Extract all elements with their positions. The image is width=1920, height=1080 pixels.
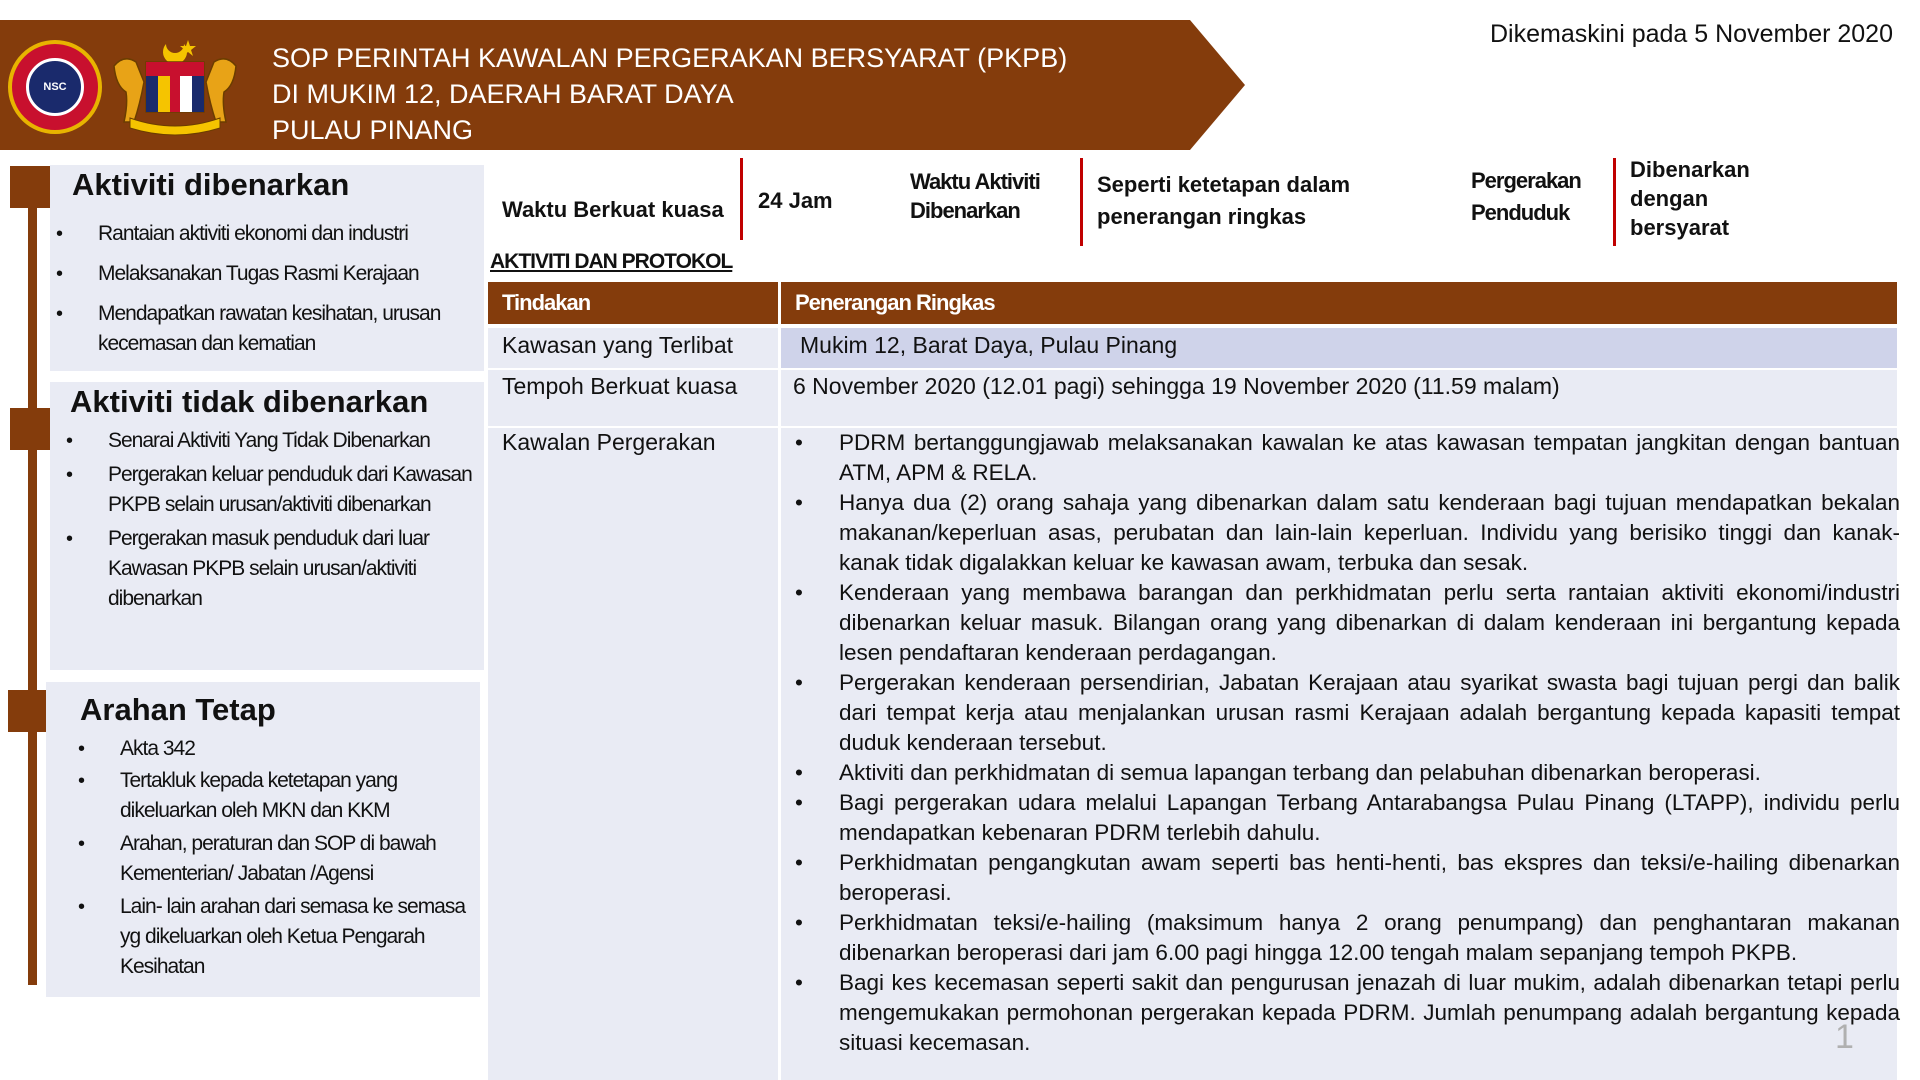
- column-header-description: Penerangan Ringkas: [781, 282, 1897, 324]
- activity-time-value: Seperti ketetapan dalam penerangan ringkas: [1097, 172, 1351, 229]
- column-header-action: Tindakan: [488, 282, 778, 324]
- timeline-bar: [28, 170, 37, 985]
- list-item: • Tertakluk kepada ketetapan yang dikeluarkan oleh MKN dan KKM: [120, 766, 470, 826]
- list-item: • Arahan, peraturan dan SOP di bawah Kementerian/ Jabatan /Agensi: [120, 829, 470, 889]
- title-line-1: SOP PERINTAH KAWALAN PERGERAKAN BERSYARAT (PKPB): [272, 43, 1068, 73]
- list-item: • Kenderaan yang membawa barangan dan perkhidmatan perlu serta rantaian aktiviti ekonomi/industri dibenarkan keluar masuk. Bilangan orang yang dibenarkan di dalam kenderaan ini bergantung kepada lesen pendaftaran kenderaan perdagangan.: [795, 578, 1900, 668]
- effective-time-value: 24 Jam: [758, 188, 833, 213]
- list-item: • Rantaian aktiviti ekonomi dan industri: [98, 219, 478, 249]
- list-item: • Hanya dua (2) orang sahaja yang dibenarkan dalam satu kenderaan bagi tujuan mendapatkan bekalan makanan/keperluan asas, perubatan dan lain-lain keperluan. Individu yang berisiko tinggi dan kanak-kanak tidak digalakkan keluar ke kawasan awam, terbuka dan sesak.: [795, 488, 1900, 578]
- movement-control-list: [795, 428, 1900, 1058]
- movement-value: Dibenarkan dengan bersyarat: [1630, 157, 1750, 240]
- list-item: • Pergerakan keluar penduduk dari Kawasan PKPB selain urusan/aktiviti dibenarkan: [108, 460, 478, 520]
- not-allowed-heading: Aktiviti tidak dibenarkan: [70, 384, 429, 419]
- activity-time-label: Waktu Aktiviti Dibenarkan: [910, 169, 1040, 223]
- list-item: • Bagi kes kecemasan seperti sakit dan pengurusan jenazah di luar mukim, adalah dibenarkan tetapi perlu mengemukakan permohonan pergerakan kepada PDRM. Jumlah penumpang adalah bergantung kepada situasi kecemasan.: [795, 968, 1900, 1058]
- divider: [1613, 158, 1616, 246]
- list-item: • Akta 342: [120, 734, 470, 764]
- timeline-marker-allowed: [10, 166, 52, 208]
- nsc-seal-center: NSC: [26, 58, 84, 116]
- not-allowed-list: [108, 426, 478, 614]
- row-period-desc: 6 November 2020 (12.01 pagi) sehingga 19 November 2020 (11.59 malam): [793, 373, 1560, 399]
- table-row-bg: [488, 428, 778, 1080]
- effective-time-label: Waktu Berkuat kuasa: [502, 197, 724, 222]
- row-area-desc: Mukim 12, Barat Daya, Pulau Pinang: [800, 332, 1178, 358]
- row-movement-action: Kawalan Pergerakan: [502, 429, 716, 455]
- list-item: • Bagi pergerakan udara melalui Lapangan Terbang Antarabangsa Pulau Pinang (LTAPP), individu perlu mendapatkan kebenaran PDRM terlebih dahulu.: [795, 788, 1900, 848]
- standing-orders-heading: Arahan Tetap: [80, 692, 276, 727]
- list-item: • Aktiviti dan perkhidmatan di semua lapangan terbang dan pelabuhan dibenarkan beroperasi.: [795, 758, 1900, 788]
- list-item: • Pergerakan masuk penduduk dari luar Kawasan PKPB selain urusan/aktiviti dibenarkan: [108, 524, 478, 614]
- list-item: • PDRM bertanggungjawab melaksanakan kawalan ke atas kawasan tempatan jangkitan dengan bantuan ATM, APM & RELA.: [795, 428, 1900, 488]
- list-item: • Senarai Aktiviti Yang Tidak Dibenarkan: [108, 426, 478, 456]
- updated-date: Dikemaskini pada 5 November 2020: [1490, 20, 1893, 48]
- section-title: AKTIVITI DAN PROTOKOL: [490, 250, 733, 273]
- list-item: • Pergerakan kenderaan persendirian, Jabatan Kerajaan atau syarikat swasta bagi tujuan pergi dan balik dari tempat kerja atau menjalankan urusan rasmi Kerajaan adalah bergantung kepada kapasiti tempat duduk kenderaan tersebut.: [795, 668, 1900, 758]
- list-item: • Mendapatkan rawatan kesihatan, urusan kecemasan dan kematian: [98, 299, 478, 359]
- malaysia-coat-of-arms-icon: [108, 36, 242, 136]
- title-line-3: PULAU PINANG: [272, 115, 474, 145]
- movement-label: Pergerakan Penduduk: [1471, 168, 1581, 225]
- timeline-marker-not-allowed: [10, 408, 52, 450]
- allowed-activities-panel: [50, 165, 484, 371]
- list-item: • Perkhidmatan teksi/e-hailing (maksimum hanya 2 orang penumpang) dan penghantaran makanan dibenarkan beroperasi dari jam 6.00 pagi hingga 12.00 tengah malam sepanjang tempoh PKPB.: [795, 908, 1900, 968]
- allowed-list: [98, 219, 478, 359]
- standing-orders-panel: [46, 682, 480, 997]
- allowed-heading: Aktiviti dibenarkan: [72, 167, 350, 202]
- title-line-2: DI MUKIM 12, DAERAH BARAT DAYA: [272, 79, 734, 109]
- list-item: • Lain- lain arahan dari semasa ke semasa yg dikeluarkan oleh Ketua Pengarah Kesihatan: [120, 892, 470, 982]
- list-item: • Melaksanakan Tugas Rasmi Kerajaan: [98, 259, 478, 289]
- page-number: 1: [1835, 1018, 1854, 1056]
- divider: [740, 158, 743, 240]
- standing-orders-list: [120, 734, 470, 982]
- list-item: • Perkhidmatan pengangkutan awam seperti bas henti-henti, bas ekspres dan teksi/e-hailing dibenarkan beroperasi.: [795, 848, 1900, 908]
- nsc-seal-icon: [8, 40, 102, 134]
- page-title: [272, 40, 1067, 148]
- not-allowed-activities-panel: [50, 382, 484, 670]
- divider: [1080, 158, 1083, 246]
- row-area-action: Kawasan yang Terlibat: [502, 332, 733, 358]
- row-period-action: Tempoh Berkuat kuasa: [502, 373, 738, 399]
- timeline-marker-standing-orders: [8, 690, 50, 732]
